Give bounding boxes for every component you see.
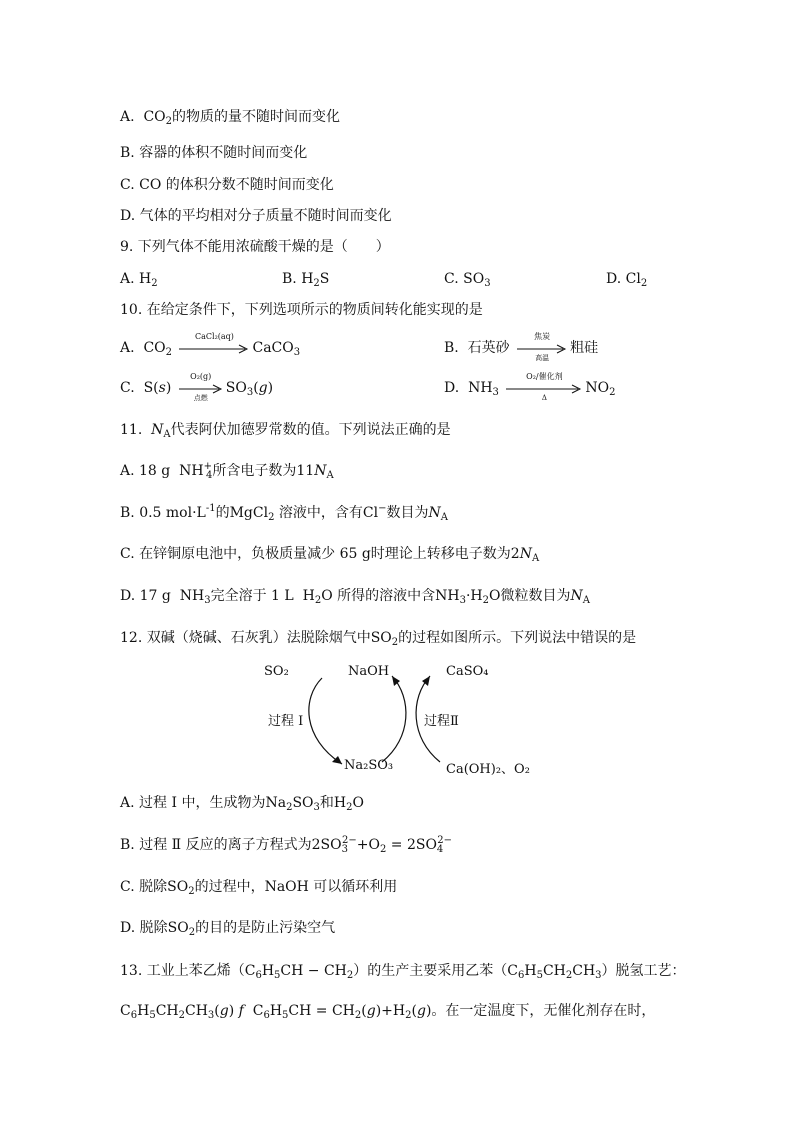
option-letter: C. — [120, 380, 135, 396]
q12-stem: 12. 双碱（烧碱、石灰乳）法脱除烟气中$SO_2$的过程如图所示。下列说法中错误的是 — [120, 630, 637, 648]
caso4-label: CaSO₄ — [446, 664, 489, 679]
arrow-condition-bottom: 高温 — [535, 354, 550, 362]
option-text: B. 0.5 mol·L — [120, 505, 206, 521]
double-alkali-process-diagram — [250, 658, 550, 783]
reaction-arrow — [506, 372, 582, 402]
q10-option-a: A. $CO_2$ CaCl₂(aq) CaCO$_3$ — [120, 332, 301, 358]
option-text: B. 过程 Ⅱ 反应的离子方程式为 — [120, 837, 312, 853]
question-text: 的过程如图所示。下列说法中错误的是 — [398, 630, 637, 646]
option-text: C. 在锌铜原电池中，负极质量减少 65 g时理论上转移电子数为 — [120, 546, 511, 562]
option-text: 微粒数目为 — [500, 588, 571, 604]
q12-option-c: C. 脱除$SO_2$的过程中，NaOH 可以循环利用 — [120, 879, 398, 897]
option-letter: D. — [120, 208, 136, 224]
option-text: 容器的体积不随时间而变化 — [139, 145, 308, 161]
na2so3-label: Na₂SO₃ — [344, 758, 394, 773]
option-text-tail: S — [319, 271, 330, 287]
option-text: D. Cl — [606, 271, 641, 287]
q11-stem: 11. $N_A$代表阿伏加德罗常数的值。下列说法正确的是 — [120, 422, 451, 440]
q10-option-d: D. $NH_3$ O₂/催化剂 Δ $NO_2$ — [444, 372, 616, 402]
caoh2-o2-label: Ca(OH)₂、O₂ — [446, 762, 530, 777]
q12-option-d: D. 脱除$SO_2$的目的是防止污染空气 — [120, 920, 336, 938]
q13-equation-line: $C_6H_5CH_2CH_3(g)$ f $C_6H_5CH = CH_2(g)+H_2(g)$。在一定温度下，无催化剂存在时， — [120, 1003, 656, 1021]
option-text: 的过程中，NaOH 可以循环利用 — [194, 879, 398, 895]
option-letter: B. — [444, 340, 459, 356]
option-text: C. 脱除 — [120, 879, 168, 895]
question-text: 代表阿伏加德罗常数的值。下列说法正确的是 — [170, 422, 451, 438]
option-text: C. SO — [444, 271, 485, 287]
q9-option-d: D. $Cl_2$ — [606, 271, 648, 289]
option-text: B. H — [282, 271, 314, 287]
arrow-condition-bottom: 点燃 — [193, 394, 208, 402]
arrow-condition-top: 焦炭 — [534, 332, 551, 341]
option-letter: B. — [120, 145, 135, 161]
q13-stem: 13. 工业上苯乙烯$(C_6H_5CH - CH_2)$的生产主要采用乙苯$(C_6H_5CH_2CH_3)$脱氢工艺： — [120, 963, 686, 981]
q8-option-a: A. $CO_2$的物质的量不随时间而变化 — [120, 109, 341, 127]
option-text: 的目的是防止污染空气 — [195, 920, 336, 936]
q9-option-b: B. $H_2S$ — [282, 271, 330, 289]
q10-option-b — [444, 332, 599, 362]
arrow-condition: CaCl₂(aq) — [195, 332, 234, 341]
question-text: ）的生产主要采用乙苯（ — [353, 963, 508, 979]
q8-option-c — [120, 175, 334, 195]
option-text: 的 — [215, 505, 230, 521]
question-text: ）脱氢工艺： — [601, 963, 686, 979]
arrow-condition-top: O₂(g) — [190, 372, 212, 381]
q8-option-b — [120, 143, 307, 163]
reaction-arrow — [179, 332, 249, 354]
question-text: 。在一定温度下，无催化剂存在时， — [431, 1003, 656, 1019]
reactant: 石英砂 — [467, 340, 510, 356]
option-text: A. 18 g — [120, 463, 171, 479]
arrow-condition-top: O₂/催化剂 — [526, 372, 563, 381]
q11-option-a: A. 18 g $NH^+_4$所含电子数为$11N_A$ — [120, 461, 334, 481]
q11-option-d: D. 17 g $NH_3$完全溶于 1 L $H_2O$ 所得的溶液中含$NH_3\cdot H_2O$微粒数目为$N_A$ — [120, 588, 590, 606]
option-text: A. H — [120, 271, 152, 287]
option-letter: D. — [444, 380, 460, 396]
q11-option-b: B. 0.5 $mol\cdot L^{-1}$的MgCl$_2$ 溶液中，含有Cl−数目为$N_A$ — [120, 503, 448, 523]
process-1-label: 过程 Ⅰ — [268, 714, 304, 729]
option-letter: A. — [120, 109, 135, 125]
option-text: 完全溶于 1 L — [210, 588, 294, 604]
option-text: 所含电子数为 — [212, 463, 297, 479]
option-text: CO 的体积分数不随时间而变化 — [139, 177, 334, 193]
reaction-arrow — [179, 372, 223, 402]
question-text: 12. 双碱（烧碱、石灰乳）法脱除烟气中 — [120, 630, 371, 646]
option-text: 的物质的量不随时间而变化 — [172, 109, 341, 125]
product: 粗硅 — [570, 340, 599, 356]
so2-label: SO₂ — [264, 664, 289, 679]
question-number: 11. — [120, 422, 143, 438]
q9-option-c: C. $SO_3$ — [444, 271, 491, 289]
option-text: D. 脱除 — [120, 920, 168, 936]
q9-option-a: A. $H_2$ — [120, 271, 158, 289]
q12-option-a: A. 过程 Ⅰ 中，生成物为$Na_2SO_3$和$H_2O$ — [120, 795, 364, 813]
option-text: 和 — [319, 795, 334, 811]
q10-stem: 10. 在给定条件下，下列选项所示的物质间转化能实现的是 — [120, 302, 483, 318]
q12-option-b: B. 过程 Ⅱ 反应的离子方程式为$2SO_3^{2-}+O_2 = 2SO_4^{2-}$ — [120, 835, 453, 855]
question-text: 13. 工业上苯乙烯（ — [120, 963, 245, 979]
option-letter: C. — [120, 177, 135, 193]
arrow-condition-bottom: Δ — [541, 394, 547, 402]
option-text: 数目为 — [386, 505, 429, 521]
option-text: D. 17 g — [120, 588, 171, 604]
option-letter: A. — [120, 340, 135, 356]
q8-option-d — [120, 206, 392, 226]
q10-option-c: C. S(s) O₂(g) 点燃 $SO_3(g)$ — [120, 372, 274, 402]
option-text: 溶液中，含有 — [278, 505, 363, 521]
q11-option-c: C. 在锌铜原电池中，负极质量减少 65 g时理论上转移电子数为$2N_A$ — [120, 546, 540, 564]
q9-stem: 9. 下列气体不能用浓硫酸干燥的是（ ） — [120, 239, 390, 255]
reaction-arrow — [517, 332, 567, 362]
option-text: 所得的溶液中含 — [337, 588, 436, 604]
naoh-label: NaOH — [348, 664, 390, 679]
option-text: 气体的平均相对分子质量不随时间而变化 — [139, 208, 392, 224]
process-2-label: 过程Ⅱ — [424, 714, 459, 729]
option-text: A. 过程 Ⅰ 中，生成物为 — [120, 795, 266, 811]
